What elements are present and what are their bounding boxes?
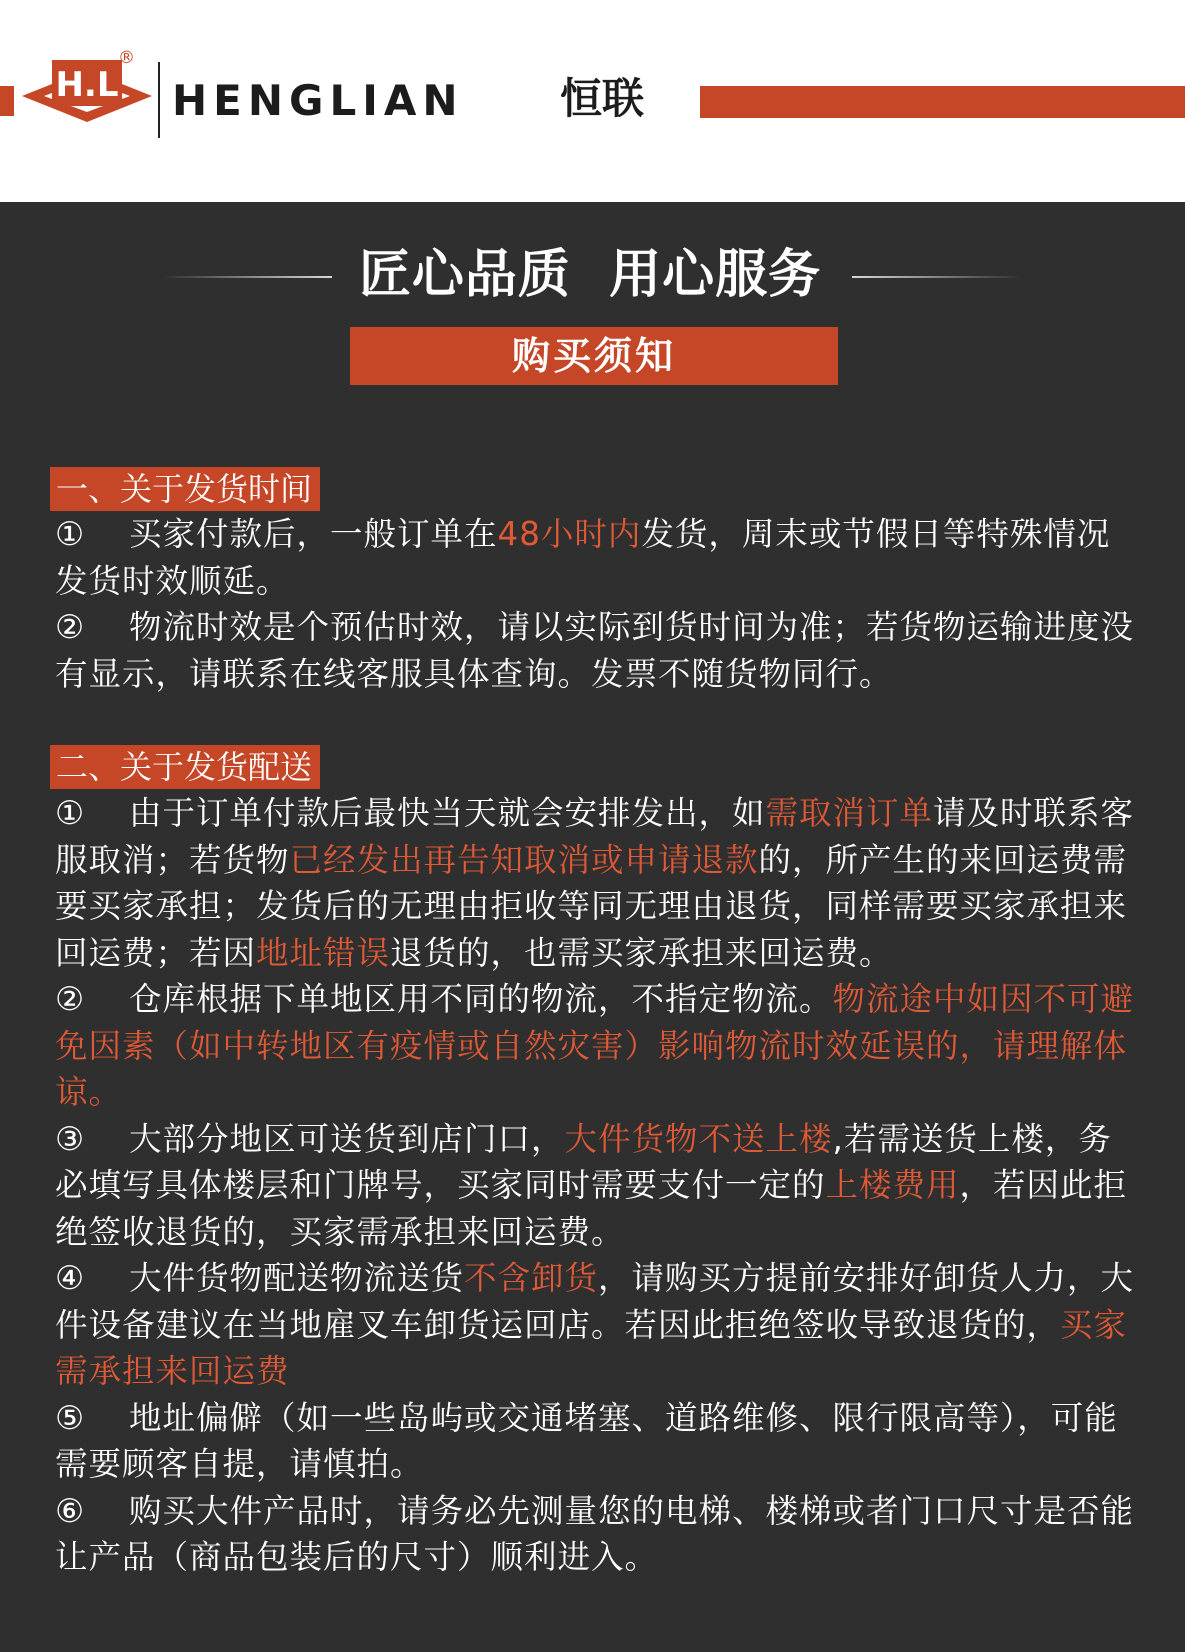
item-highlight: 物流途中如因不可避免因素（如中转地区有疫情或自然灾害）影响物流时效延误的，请理解体谅。	[55, 980, 1135, 1111]
item-text: 退货的，也需买家承担来回运费。	[390, 933, 893, 972]
item-text: 大部分地区可送货到店门口，	[129, 1119, 565, 1158]
list-item	[55, 511, 1140, 604]
slogan-row	[0, 240, 1185, 310]
item-text: 请及时联系客服取消；若货物	[55, 794, 1135, 879]
item-highlight: 上楼费用	[825, 1166, 960, 1204]
accent-bar-left	[0, 86, 14, 116]
item-highlight: 地址错误	[256, 933, 391, 972]
header-divider	[158, 62, 160, 138]
item-number: ①	[55, 515, 86, 553]
item-text: 仓库根据下单地区用不同的物流，不指定物流。	[129, 980, 833, 1018]
list-item	[55, 1395, 1140, 1488]
item-text: ,若需送货上楼，务必填写具体楼层和门牌号，买家同时需要支付一定的	[55, 1119, 1112, 1204]
list-item	[55, 604, 1140, 697]
item-text: 由于订单付款后最快当天就会安排发出，如	[129, 794, 766, 832]
item-number: ⑥	[55, 1491, 86, 1530]
notice-title: 购买须知	[350, 327, 838, 385]
item-highlight: 48小时内	[497, 515, 642, 553]
list-item	[55, 790, 1140, 976]
item-number: ②	[55, 608, 86, 646]
section-title-shipping-time: 一、关于发货时间	[50, 467, 320, 511]
header	[0, 0, 1185, 200]
item-highlight: 大件货物不送上楼	[564, 1119, 833, 1158]
item-highlight: 买家需承担来回运费	[55, 1305, 1128, 1390]
list-item	[55, 1116, 1140, 1256]
accent-bar-right	[700, 86, 1185, 118]
item-text: 大件货物配送物流送货	[129, 1259, 465, 1297]
item-highlight: 不含卸货	[464, 1259, 599, 1297]
slogan-divider-left	[162, 276, 332, 278]
item-number: ⑤	[55, 1398, 86, 1437]
item-text: 地址偏僻（如一些岛屿或交通堵塞、道路维修、限行限高等），可能需要顾客自提，请慎拍。	[55, 1398, 1118, 1483]
section-title-delivery: 二、关于发货配送	[50, 745, 320, 789]
brand-name-en: HENGLIAN	[172, 76, 464, 125]
registered-mark: ®	[118, 48, 135, 68]
section-content-shipping-time	[55, 511, 1140, 697]
item-highlight: 已经发出再告知取消或申请退款	[289, 840, 759, 879]
section-content-delivery	[55, 790, 1140, 1581]
item-number: ①	[55, 794, 86, 832]
item-text: 发货，周末或节假日等特殊情况发货时效顺延。	[55, 515, 1111, 600]
slogan-divider-right	[852, 276, 1022, 278]
slogan: 匠心品质 用心服务	[358, 245, 822, 305]
list-item	[55, 1488, 1140, 1581]
list-item	[55, 1255, 1140, 1395]
brand-name-cn: 恒联	[560, 74, 645, 123]
item-text: 物流时效是个预估时效，请以实际到货时间为准；若货物运输进度没有显示，请联系在线客服具体查询。发票不随货物同行。	[55, 608, 1135, 693]
item-number: ④	[55, 1259, 86, 1297]
item-number: ②	[55, 980, 86, 1018]
item-text: 的，所产生的来回运费需要买家承担；发货后的无理由拒收等同无理由退货，同样需要买家承担来回运费；若因	[55, 840, 1128, 972]
item-text: 买家付款后，一般订单在	[129, 515, 498, 553]
item-text: 购买大件产品时，请务必先测量您的电梯、楼梯或者门口尺寸是否能让产品（商品包装后的尺寸）顺利进入。	[55, 1491, 1135, 1576]
svg-text:H.L: H.L	[55, 65, 119, 105]
item-number: ③	[55, 1119, 86, 1158]
item-highlight: 需取消订单	[765, 794, 934, 832]
list-item	[55, 976, 1140, 1116]
item-text: ，请购买方提前安排好卸货人力，大件设备建议在当地雇叉车卸货运回店。若因此拒绝签收导致退货的，	[55, 1259, 1135, 1344]
item-text: ，若因此拒绝签收退货的，买家需承担来回运费。	[55, 1166, 1128, 1251]
